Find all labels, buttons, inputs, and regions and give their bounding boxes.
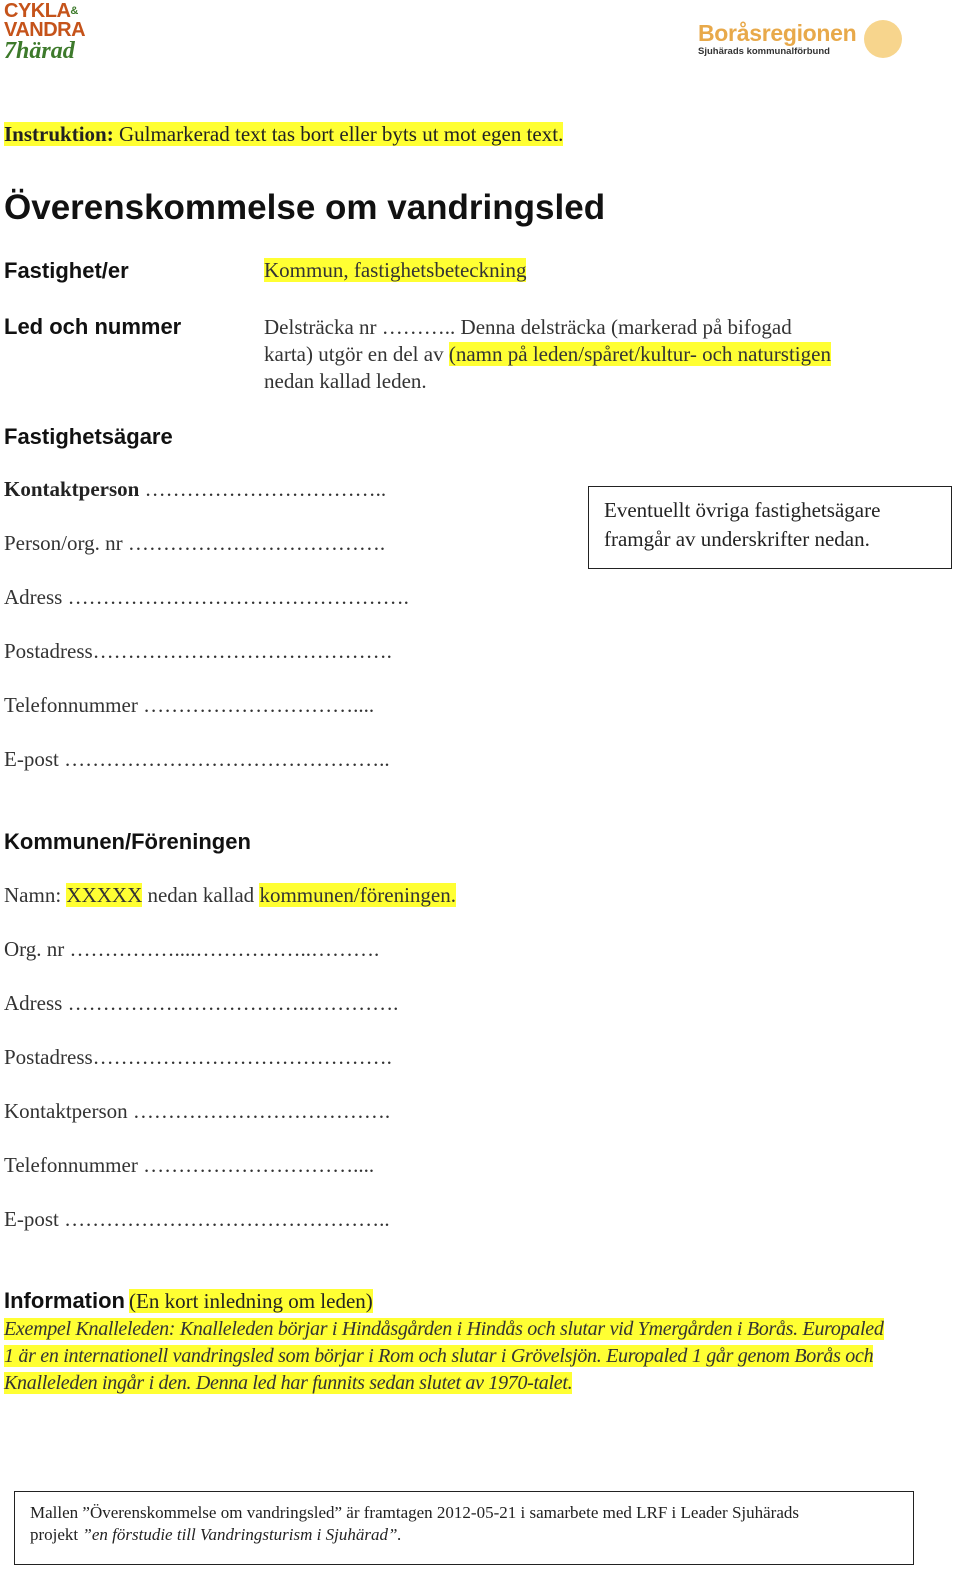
municipality-org-nr: Org. nr ……………....……………..………. (4, 937, 380, 961)
name-mid: nedan kallad (147, 883, 255, 907)
information-heading-highlight: (En kort inledning om leden) (129, 1289, 373, 1313)
borasregionen-logo (698, 20, 908, 70)
owner-email: E-post ……………………………………….. (4, 747, 390, 771)
fastighet-value-text: Kommun, fastighetsbeteckning (264, 258, 527, 282)
owner-contact-dots: …………………………….. (144, 477, 387, 501)
municipality-postal: Postadress……………………………………. (4, 1045, 392, 1069)
name-value: XXXXX (66, 883, 143, 907)
led-line-3: nedan kallad leden. (264, 369, 427, 393)
led-label: Led och nummer (4, 314, 182, 339)
information-text (4, 1316, 884, 1397)
owner-person-nr: Person/org. nr ………………………………. (4, 531, 386, 555)
logo-line-2: VANDRA (4, 19, 86, 41)
logo-name: Boråsregionen (698, 20, 857, 46)
municipality-name (4, 883, 456, 908)
footer-note (14, 1491, 914, 1565)
logo-amp: & (70, 5, 78, 17)
municipality-email: E-post ……………………………………….. (4, 1207, 390, 1231)
page-title: Överenskommelse om vandringsled (4, 188, 606, 227)
info-line-1: Exempel Knalleleden: Knalleleden börjar i Hindåsgården i Hindås och slutar vid Ymergården i Borås. Europaled (4, 1318, 884, 1340)
owner-contact-label: Kontaktperson (4, 477, 140, 501)
info-line-3: Knalleleden ingår i den. Denna led har funnits sedan slutet av 1970-talet. (4, 1372, 573, 1394)
owner-address: Adress …………………………………………. (4, 585, 409, 609)
note-line-1: Eventuellt övriga fastighetsägare (604, 498, 881, 522)
fastighet-label: Fastighet/er (4, 258, 129, 283)
logo-line-1: CYKLA (4, 0, 71, 22)
footer-line-2-plain: projekt (30, 1525, 79, 1544)
owner-heading: Fastighetsägare (4, 424, 173, 449)
led-line-1: Delsträcka nr ……….. Denna delsträcka (markerad på bifogad (264, 315, 792, 339)
other-owners-note (588, 486, 952, 569)
cykla-vandra-logo (4, 2, 126, 68)
footer-line-1: Mallen ”Överenskommelse om vandringsled” är framtagen 2012-05-21 i samarbete med LRF i Leader Sjuhärads (30, 1503, 800, 1522)
instruction-label: Instruktion: (4, 122, 114, 146)
instruction (4, 120, 563, 148)
owner-phone: Telefonnummer ………………………….... (4, 693, 375, 717)
info-line-2: 1 är en internationell vandringsled som börjar i Rom och slutar i Grövelsjön. Europaled 1 går genom Borås och (4, 1345, 874, 1367)
name-label: Namn: (4, 883, 62, 907)
logo-subtitle: Sjuhärads kommunalförbund (698, 46, 830, 57)
owner-contact (4, 477, 386, 502)
led-line-2-highlight: (namn på leden/spåret/kultur- och naturstigen (448, 342, 831, 366)
logo-line-3: 7härad (4, 38, 75, 64)
fastighet-value (264, 258, 526, 283)
owner-postal: Postadress……………………………………. (4, 639, 392, 663)
footer-line-2-italic: ”en förstudie till Vandringsturism i Sjuhärad”. (82, 1525, 402, 1544)
municipality-contact: Kontaktperson ………………………………. (4, 1099, 391, 1123)
information-heading-row (4, 1288, 373, 1314)
municipality-address: Adress ……………………………..…………. (4, 991, 399, 1015)
note-line-2: framgår av underskrifter nedan. (604, 527, 870, 551)
municipality-phone: Telefonnummer ………………………….... (4, 1153, 375, 1177)
municipality-heading: Kommunen/Föreningen (4, 829, 251, 854)
led-line-2-plain: karta) utgör en del av (264, 342, 444, 366)
name-highlight: kommunen/föreningen. (259, 883, 456, 907)
instruction-text: Gulmarkerad text tas bort eller byts ut mot egen text. (118, 122, 564, 146)
led-description (264, 314, 831, 395)
information-heading: Information (4, 1288, 125, 1313)
